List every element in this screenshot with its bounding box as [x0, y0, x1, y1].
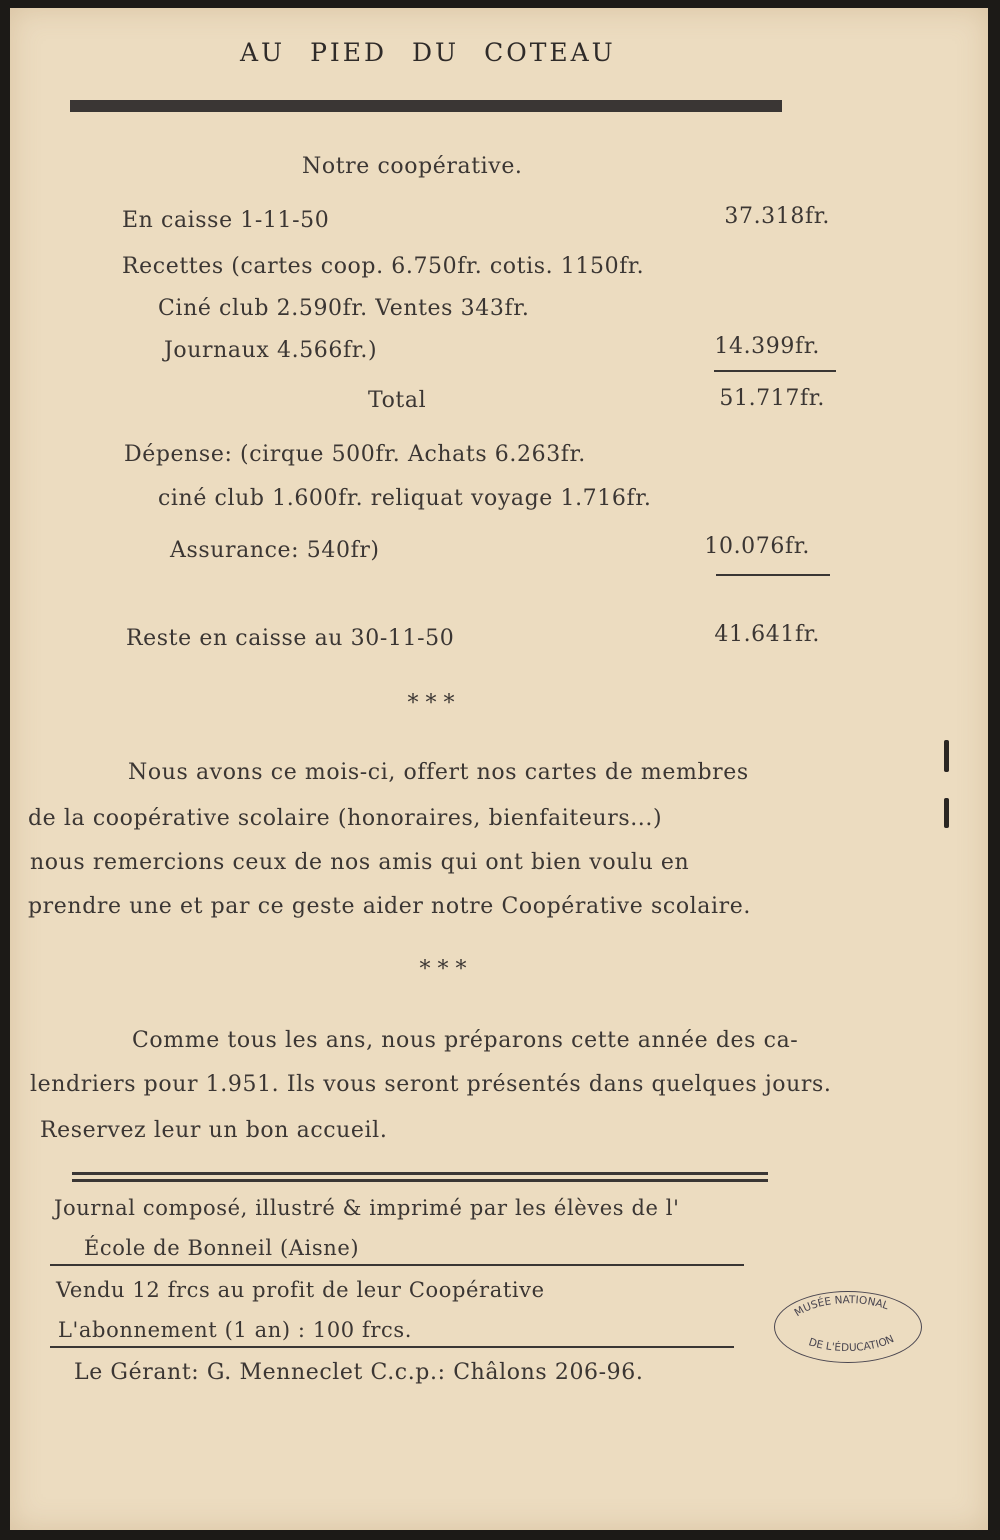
binding-mark-2 [944, 798, 949, 828]
footer-credit-line-1: Journal composé, illustré & imprimé par les élèves de l' [54, 1196, 680, 1220]
svg-text:MUSÉE NATIONAL [792, 1294, 890, 1319]
paragraph1-line-3: nous remercions ceux de nos amis qui ont bien voulu en [30, 850, 690, 875]
footer-double-rule-bottom [72, 1179, 768, 1182]
subtotal-rule [714, 370, 836, 372]
cooperative-heading: Notre coopérative. [302, 154, 523, 179]
total-label: Total [368, 388, 427, 413]
reste-amount: 41.641fr. [714, 622, 820, 647]
paragraph2-line-3: Reservez leur un bon accueil. [40, 1118, 388, 1143]
title-rule [70, 100, 782, 112]
total-amount: 51.717fr. [719, 386, 825, 411]
separator-asterisks-2: * * * [419, 957, 467, 982]
journal-page [10, 8, 988, 1530]
binding-mark-1 [944, 740, 949, 772]
stamp-bottom-text: DE L'ÉDUCATION [807, 1333, 896, 1355]
reste-label: Reste en caisse au 30-11-50 [126, 626, 455, 651]
footer-manager-line: Le Gérant: G. Menneclet C.c.p.: Châlons 206-96. [74, 1360, 644, 1385]
recettes-amount: 14.399fr. [714, 334, 820, 359]
caisse-amount: 37.318fr. [724, 204, 830, 229]
footer-price-line: Vendu 12 frcs au profit de leur Coopérative [56, 1278, 545, 1302]
paragraph2-line-2: lendriers pour 1.951. Ils vous seront présentés dans quelques jours. [30, 1072, 832, 1097]
recettes-line-2: Ciné club 2.590fr. Ventes 343fr. [158, 296, 530, 321]
paragraph1-line-4: prendre une et par ce geste aider notre Coopérative scolaire. [28, 894, 751, 919]
stamp-top-text: MUSÉE NATIONAL [792, 1294, 891, 1320]
footer-credit-line-2: École de Bonneil (Aisne) [84, 1236, 360, 1260]
paragraph1-line-1: Nous avons ce mois-ci, offert nos cartes de membres [128, 760, 749, 785]
museum-stamp [774, 1291, 922, 1363]
expense-rule [716, 574, 830, 576]
recettes-line-1: Recettes (cartes coop. 6.750fr. cotis. 1150fr. [122, 254, 645, 279]
depense-line-2: ciné club 1.600fr. reliquat voyage 1.716fr. [158, 486, 652, 511]
paragraph2-line-1: Comme tous les ans, nous préparons cette année des ca- [132, 1028, 799, 1053]
caisse-label: En caisse 1-11-50 [122, 208, 330, 233]
separator-asterisks: * * * [407, 691, 455, 716]
footer-rule-2 [50, 1346, 734, 1348]
depense-line-1: Dépense: (cirque 500fr. Achats 6.263fr. [124, 442, 586, 467]
footer-double-rule-top [72, 1172, 768, 1175]
paragraph1-line-2: de la coopérative scolaire (honoraires, bienfaiteurs...) [28, 806, 663, 831]
footer-rule-1 [50, 1264, 744, 1266]
svg-text:DE L'ÉDUCATION [807, 1333, 896, 1354]
depense-line-3: Assurance: 540fr) [170, 538, 380, 563]
depense-amount: 10.076fr. [704, 534, 810, 559]
recettes-line-3: Journaux 4.566fr.) [164, 338, 378, 363]
page-title: AU PIED DU COTEAU [240, 38, 616, 67]
footer-subscription-line: L'abonnement (1 an) : 100 frcs. [58, 1318, 413, 1342]
